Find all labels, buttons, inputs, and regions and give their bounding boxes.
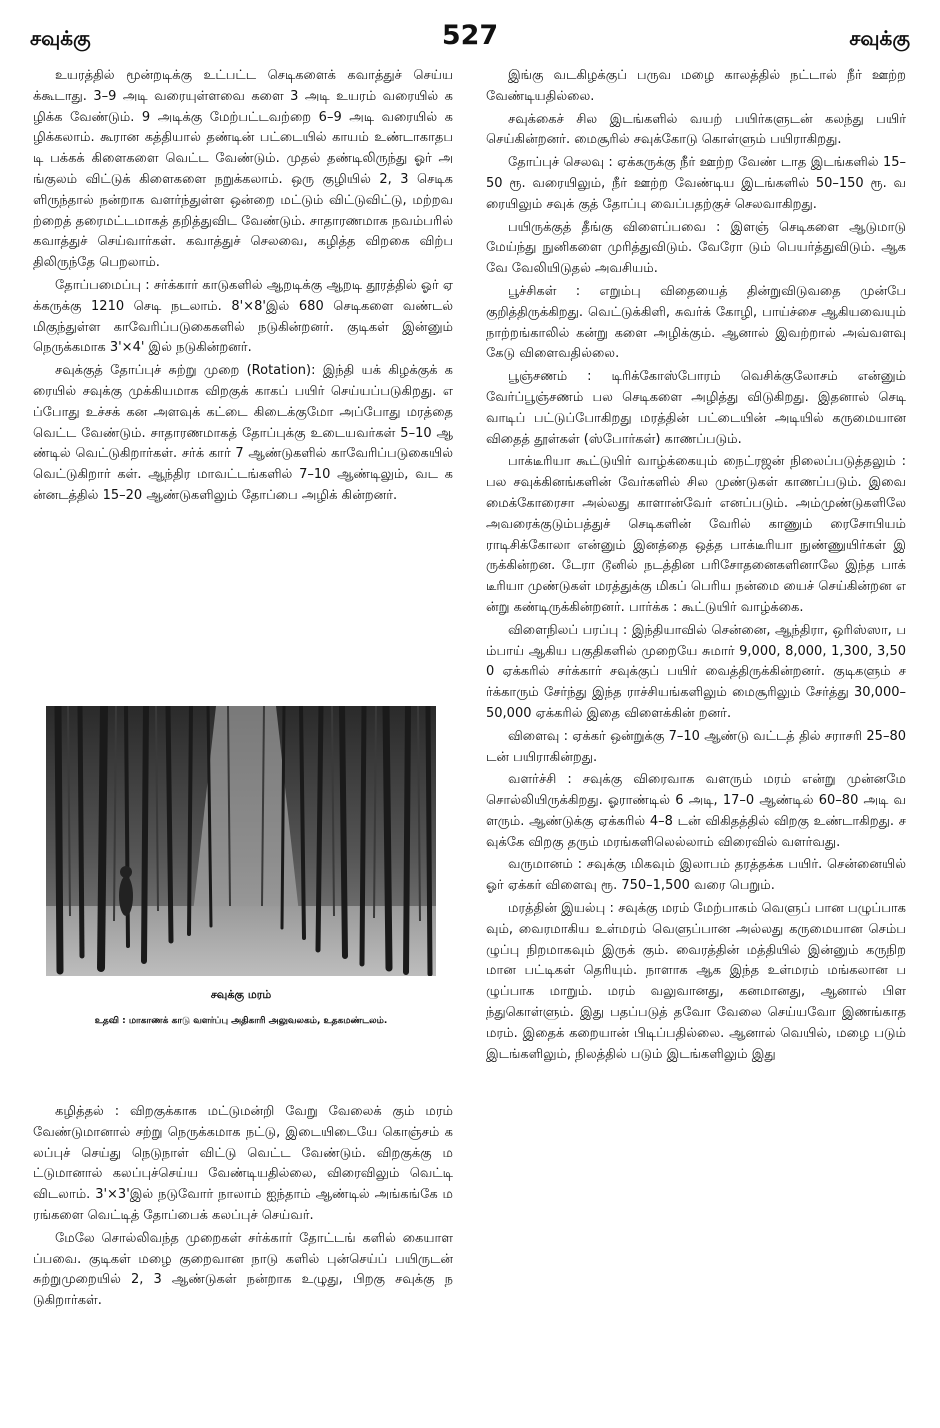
figure-caption: சவுக்கு மரம் bbox=[210, 988, 272, 1001]
page-number: 527 bbox=[441, 20, 499, 51]
right-column bbox=[486, 66, 906, 1067]
paragraph: வளர்ச்சி : சவுக்கு விரைவாக வளரும் மரம் என்று முன்னமே சொல்லியிருக்கிறது. ஓராண்டில் 6 அடி, 17–0 ஆண்டில் 60–80 அடி வளரும். ஆண்டுக்கு ஏக்கரில் 4–8 டன் விகிதத்தில் விறகு உண்டாகிறது. சவுக்கே விறகு தரும் மரங்களிலெல்லாம் விரைவில் வளர்வது. bbox=[486, 772, 906, 850]
paragraph: சவுக்கைச் சில இடங்களில் வயற் பயிர்களுடன் கலந்து பயிர் செய்கின்றனர். மைசூரில் சவுக்கோடு கொள்ளும் பயிராகிறது. bbox=[486, 111, 906, 148]
figure-credit: உதவி : மாகாணக் காடு வளர்ப்பு அதிகாரி அலுவலகம், உதகமண்டலம். bbox=[94, 1016, 388, 1026]
paragraph: தோப்பமைப்பு : சர்க்கார் காடுகளில் ஆறடிக்கு ஆறடி தூரத்தில் ஓர் ஏக்கருக்கு 1210 செடி நடலாம். 8'×8'இல் 680 செடிகளை வண்டல் மிகுந்துள்ள காவேரிப்படுகைகளில் நடுகின்றனர். குடிகள் இன்னும் நெருக்கமாக 3'×4' இல் நடுகின்றனர். bbox=[33, 277, 453, 356]
left-column-bottom bbox=[33, 1102, 453, 1314]
paragraph: மரத்தின் இயல்பு : சவுக்கு மரம் மேற்பாகம் வெளுப் பான பழுப்பாகவும், வைரமாகிய உள்மரம் வெளுப்பான அல்லது கருமையான செம்பழுப்பு நிறமாகவும் இருக் கும். வைரத்தின் மத்தியில் இன்னும் கருநிறமான பட்டிகள் தெரியும். நாளாக ஆக இந்த உள்மரம் மங்கலான பழுப்பாக மாறும். மரம் வலுவானது, கனமானது, ஆனால் பிளந்துகொள்ளும். இது பதப்படுத் தவோ வேலை செய்யவோ இணங்காத மரம். இதைக் கறையான் பிடிப்பதில்லை. ஆனால் வெயில், மழை படும் இடங்களிலும், நிலத்தில் படும் இடங்களிலும் இது bbox=[486, 901, 906, 1062]
running-head-right: சவுக்கு bbox=[849, 26, 910, 50]
paragraph: விளைவு : ஏக்கர் ஒன்றுக்கு 7–10 ஆண்டு வட்டத் தில் சராசரி 25–80 டன் பயிராகின்றது. bbox=[486, 728, 906, 765]
paragraph: கழித்தல் : விறகுக்காக மட்டுமன்றி வேறு வேலைக் கும் மரம் வேண்டுமானால் சற்று நெருக்கமாக நட்டு, இடையிடையே கொஞ்சம் கலப்புச் செய்து நெடுநாள் விட்டு வெட்ட வேண்டும். விறகுக்கு மட்டுமானால் கலப்புச்செய்ய வேண்டியதில்லை, விரைவிலும் வெட்டி விடலாம். 3'×3'இல் நடுவோர் நாலாம் ஐந்தாம் ஆண்டில் அங்கங்கே மரங்களை வெட்டித் தோப்பைக் கலப்புச் செய்வர். bbox=[33, 1104, 453, 1223]
paragraph: மேலே சொல்லிவந்த முறைகள் சர்க்கார் தோட்டங் களில் கையாளப்பவை. குடிகள் மழை குறைவான நாடு களில் புன்செய்ப் பயிருடன் சுற்றுமுறையில் 2, 3 ஆண்டுகள் நன்றாக உழுது, பிறகு சவுக்கு நடுகிறார்கள். bbox=[33, 1230, 453, 1309]
paragraph: பாக்டீரியா கூட்டுயிர் வாழ்க்கையும் நைட்ரஜன் நிலைப்படுத்தலும் : பல சவுக்கினங்களின் வேர்களில் சில முண்டுகள் காணப்படும். இவை மைக்கோரைசா அல்லது காளான்வேர் எனப்படும். அம்முண்டுகளிலே அவரைக்குடும்பத்துச் செடிகளின் வேரில் காணும் ரைசோபியம் ராடிசிக்கோலா என்னும் இனத்தை ஒத்த பாக்டீரியா நுண்ணுயிர்கள் இருக்கின்றன. டேரா டூனில் நடத்தின பரிசோதனைகளினாலே இந்த பாக் டீரியா முண்டுகள் மரத்துக்கு மிகப் பெரிய நன்மை யைச் செய்கின்றன என்று கண்டிருக்கின்றனர். பார்க்க : கூட்டுயிர் வாழ்க்கை. bbox=[486, 454, 906, 615]
casuarina-photo bbox=[46, 706, 436, 976]
paragraph: இங்கு வடகிழக்குப் பருவ மழை காலத்தில் நட்டால் நீர் ஊற்ற வேண்டியதில்லை. bbox=[486, 68, 906, 104]
tree-plantation-image bbox=[46, 706, 436, 976]
paragraph: சவுக்குத் தோப்புச் சுற்று முறை (Rotation): இந்தி யக் கிழக்குக் கரையில் சவுக்கு முக்கியமாக விறகுக் காகப் பயிர் செய்யப்படுகிறது. எப்போது உச்சக் கன அளவுக் கட்டை கிடைக்குமோ அப்போது மரத்தை வெட்ட வேண்டும். சாதாரணமாகத் தோப்புக்கு உடையவர்கள் 5–10 ஆண்டில் வெட்டுகிறார்கள். சர்க் கார் 7 ஆண்டுகளில் காவேரிப்படுகையில் வெட்டுகிறார் கள். ஆந்திர மாவட்டங்களில் 7–10 ஆண்டிலும், வட கன்னடத்தில் 15–20 ஆண்டுகளிலும் தோப்பை அழிக் கின்றனர். bbox=[33, 363, 453, 503]
paragraph: உயரத்தில் மூன்றடிக்கு உட்பட்ட செடிகளைக் கவாத்துச் செய்யக்கூடாது. 3–9 அடி வரையுள்ளவை களை 3 அடி உயரம் வரையில் கழிக்க வேண்டும். 9 அடிக்கு மேற்பட்டவற்றை 6–9 அடி வரையில் கழிக்கலாம். கூரான கத்தியால் தண்டின் பட்டையில் காயம் உண்டாகாதபடி பக்கக் கிளைகளை வெட்ட வேண்டும். முதல் தண்டிலிருந்து ஓர் அங்குலம் விட்டுக் கிளைகளை நறுக்கலாம். ஒரு குழியில் 2, 3 செடிகளிருந்தால் நன்றாக வளர்ந்துள்ள ஒன்றை மட்டும் விட்டுவிட்டு, மற்றவற்றைத் தரைமட்டமாகத் தறித்துவிட வேண்டும். சாதாரணமாக நவம்பரில் கவாத்துச் செய்வார்கள். கவாத்துச் செலவை, கழித்த விறகை விற்பதிலிருந்தே பெறலாம். bbox=[33, 68, 453, 271]
left-column-top bbox=[33, 66, 453, 509]
paragraph: பயிருக்குத் தீங்கு விளைப்பவை : இளஞ் செடிகளை ஆடுமாடு மேய்ந்து நுனிகளை முரித்துவிடும். வேரோ டும் பெயர்த்துவிடும். ஆகவே வேலியிடுதல் அவசியம். bbox=[486, 219, 906, 277]
paragraph: வருமானம் : சவுக்கு மிகவும் இலாபம் தரத்தக்க பயிர். சென்னையில் ஓர் ஏக்கர் விளைவு ரூ. 750–1,500 வரை பெறும். bbox=[486, 857, 906, 894]
running-head-left: சவுக்கு bbox=[30, 26, 91, 50]
paragraph: பூச்சிகள் : எறும்பு விதையைத் தின்றுவிடுவதை முன்பே குறித்திருக்கிறது. வெட்டுக்கிளி, சுவர்க் கோழி, பாய்ச்சை ஆகியவையும் நாற்றங்காலில் கன்று களை அழிக்கும். ஆனால் இவற்றால் அவ்வளவு கேடு விளைவதில்லை. bbox=[486, 283, 906, 362]
page-header bbox=[30, 20, 910, 60]
paragraph: விளைநிலப் பரப்பு : இந்தியாவில் சென்னை, ஆந்திரா, ஒரிஸ்ஸா, பம்பாய் ஆகிய பகுதிகளில் முறையே சுமார் 9,000, 8,000, 1,300, 3,500 ஏக்கரில் சர்க்கார் சவுக்குப் பயிர் வைத்திருக்கின்றனர். குடிகளும் சர்க்காரும் சேர்ந்து இந்த ராச்சியங்களிலும் மைசூரிலும் சேர்த்து 30,000–50,000 ஏக்கரில் இதை விளைக்கின் றனர். bbox=[486, 622, 906, 721]
paragraph: தோப்புச் செலவு : ஏக்கருக்கு நீர் ஊற்ற வேண் டாத இடங்களில் 15–50 ரூ. வரையிலும், நீர் ஊற்ற வேண்டிய இடங்களில் 50–150 ரூ. வரையிலும் சவுக் குத் தோப்பு வைப்பதற்குச் செலவாகிறது. bbox=[486, 155, 906, 212]
paragraph: பூஞ்சணம் : டிரிக்கோஸ்போரம் வெசிக்குலோசம் என்னும் வேர்ப்பூஞ்சணம் பல செடிகளை அழித்து விடுகிறது. இதனால் செடி வாடிப் பட்டுப்போகிறது மரத்தின் பட்டையின் அடியில் கருமையான விதைத் தூள்கள் (ஸ்போர்கள்) காணப்படும். bbox=[486, 369, 906, 447]
